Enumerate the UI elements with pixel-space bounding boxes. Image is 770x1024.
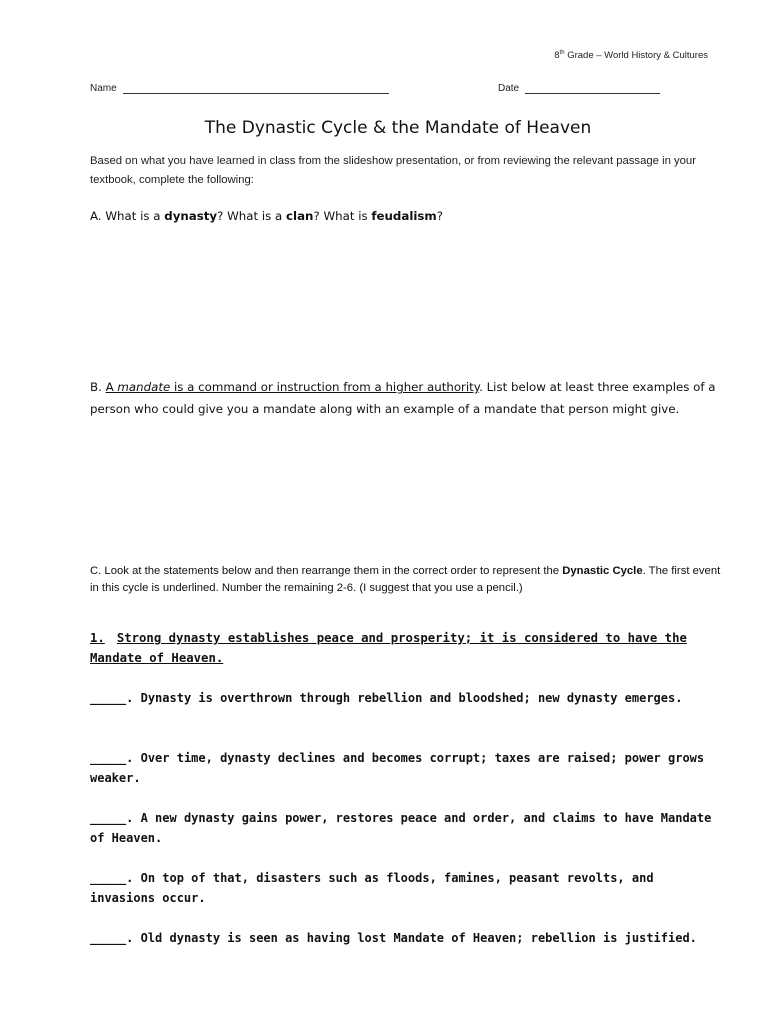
course-name: Grade – World History & Cultures <box>564 50 708 61</box>
definition-text: is a command or instruction from a higher authority <box>170 380 480 394</box>
grade-suffix: th <box>559 50 565 56</box>
term-dynastic-cycle: Dynastic Cycle <box>562 565 643 577</box>
date-blank[interactable] <box>525 84 660 94</box>
cycle-step <box>90 748 718 788</box>
definition-text: A <box>105 380 118 394</box>
question-c-text: . The first event in this cycle is underlined. Number the remaining 2-6. (I suggest that you use a pencil.) <box>90 565 721 594</box>
cycle-step <box>90 808 718 848</box>
name-field <box>90 83 389 94</box>
step-text: On top of that, disasters such as floods, famines, peasant revolts, and invasions occur. <box>90 871 654 905</box>
step-text: Over time, dynasty declines and becomes corrupt; taxes are raised; power grows weaker. <box>90 751 705 785</box>
name-label: Name <box>90 83 117 94</box>
step-text: Old dynasty is seen as having lost Mandate of Heaven; rebellion is justified. <box>140 931 697 945</box>
step-number: 1. <box>90 631 105 645</box>
term-clan: clan <box>286 209 314 223</box>
question-a-text: ? <box>436 209 443 223</box>
page-title: The Dynastic Cycle & the Mandate of Heaven <box>204 118 592 138</box>
order-blank[interactable]: _____. <box>90 871 134 885</box>
question-b <box>90 376 730 420</box>
step-text: Strong dynasty establishes peace and prosperity; it is considered to have the Mandate of Heaven. <box>90 631 687 665</box>
question-a-text: A. What is a <box>90 209 165 223</box>
order-blank[interactable]: _____. <box>90 751 134 765</box>
instructions: Based on what you have learned in class from the slideshow presentation, or from reviewing the relevant passage in your textbook, complete the following: <box>90 155 696 186</box>
term-feudalism: feudalism <box>371 209 437 223</box>
date-label: Date <box>498 83 520 94</box>
question-c-text: C. Look at the statements below and then rearrange them in the correct order to represent the <box>90 565 563 577</box>
date-field <box>498 83 660 94</box>
cycle-step <box>90 868 718 908</box>
cycle-step <box>90 688 718 708</box>
order-blank[interactable]: _____. <box>90 811 134 825</box>
order-blank[interactable]: _____. <box>90 931 134 945</box>
order-blank[interactable]: _____. <box>90 691 134 705</box>
grade-number: 8 <box>554 50 560 61</box>
cycle-step <box>90 928 718 948</box>
step-text: A new dynasty gains power, restores peace and order, and claims to have Mandate of Heaven. <box>90 811 712 845</box>
question-b-label: B. <box>90 380 106 394</box>
cycle-step-1 <box>90 628 718 668</box>
term-mandate: mandate <box>117 380 171 394</box>
question-a-text: ? What is a <box>217 209 287 223</box>
mandate-definition <box>106 380 480 394</box>
question-a <box>90 209 730 223</box>
step-text: Dynasty is overthrown through rebellion and bloodshed; new dynasty emerges. <box>140 691 683 705</box>
term-dynasty: dynasty <box>164 209 218 223</box>
question-b-text: . List below at least three examples of a person who could give you a mandate along with an example of a mandate that person might give. <box>90 380 716 416</box>
question-c <box>90 563 730 597</box>
course-header <box>554 50 708 61</box>
question-a-text: ? What is <box>313 209 372 223</box>
name-blank[interactable] <box>123 84 389 94</box>
